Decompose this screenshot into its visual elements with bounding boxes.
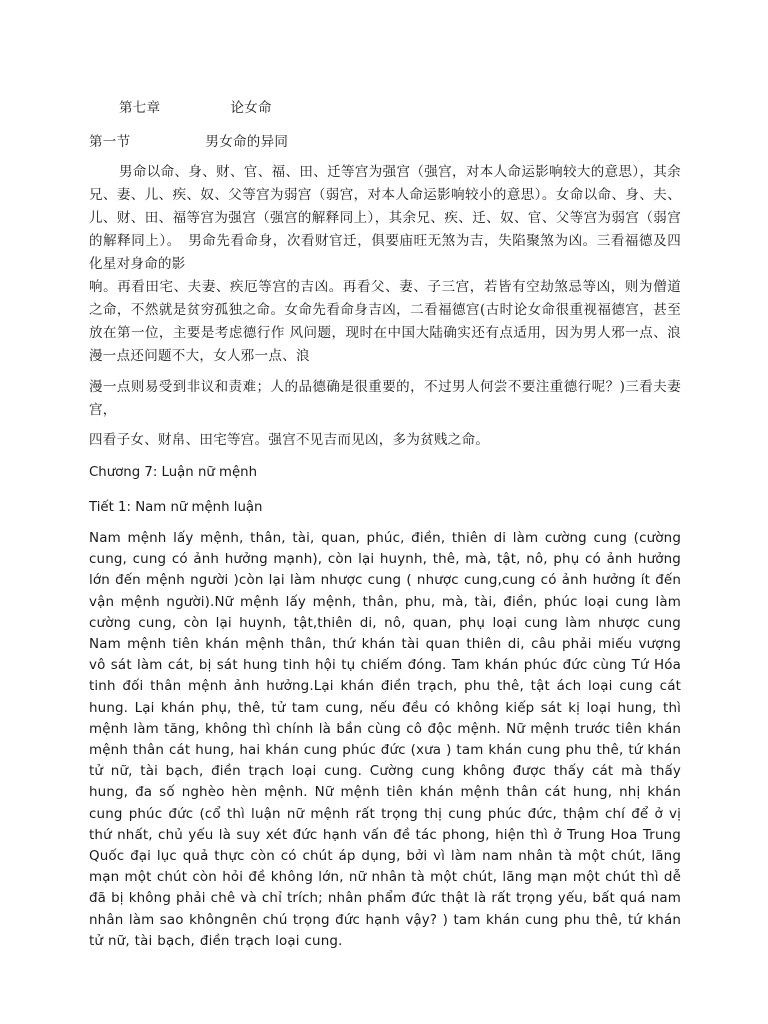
- paragraph-zh-4: 四看子女、财帛、田宅等宫。强宫不见吉而见凶，多为贫贱之命。: [89, 432, 490, 448]
- section-heading-zh: [89, 131, 288, 154]
- chapter-heading-zh: [119, 97, 272, 120]
- paragraph-vi-body: Nam mệnh lấy mệnh, thân, tài, quan, phúc, điền, thiên di làm cường cung (cường cung, cung có ảnh hưởng mạnh), còn lại huynh, thê, mà, tật, nô, phụ có ảnh hưởng lớn đến mệnh người )còn lại làm nhược cung ( nhược cung,cung có ảnh hưởng ít đến vận mệnh người).Nữ mệnh lấy mệnh, thân, phu, mà, tài, điền, phúc loại cung làm cường cung, còn lại huynh, tật,thiên di, nô, quan, phụ loại cung làm nhược cung Nam mệnh tiên khán mệnh thân, thứ khán tài quan thiên di, câu phải miếu vượng vô sát làm cát, bị sát hung tinh hội tụ chiếm đóng. Tam khán phúc đức cùng Tứ Hóa tinh đối thân mệnh ảnh hưởng.Lại khán điền trạch, phu thê, tật ách loại cung cát hung. Lại khán phụ, thê, tử tam cung, nếu đều có không kiếp sát kị loại hung, thì mệnh làm tăng, không thì chính là bần cùng cô độc mệnh. Nữ mệnh trước tiên khán mệnh thân cát hung, hai khán cung phúc đức (xưa ) tam khán cung phu thê, tứ khán tử nữ, tài bạch, điền trạch loại cung. Cường cung không được thấy cát mà thấy hung, đa số nghèo hèn mệnh. Nữ mệnh tiên khán mệnh thân cát hung, nhị khán cung phúc đức (cổ thì luận nữ mệnh rất trọng thị cung phúc đức, thậm chí để ở vị thứ nhất, chủ yếu là suy xét đức hạnh vấn đề tác phong, hiện thì ở Trung Hoa Trung Quốc đại lục quả thực còn có chút áp dụng, bởi vì làm nam nhân tà một chút, lãng mạn một chút còn hỏi đề không lớn, nữ nhân tà một chút, lãng mạn một chút thì dễ đã bị không phải chê và chỉ trích; nhân phẩm đức thật là rất trọng yếu, bất quá nam nhân làm sao khôngnên chú trọng đức hạnh vậy? ) tam khán cung phu thê, tứ khán tử nữ, tài bạch, điền trạch loại cung.: [89, 531, 681, 949]
- paragraph-zh-3: 漫一点则易受到非议和责难；人的品德确是很重要的，不过男人何尝不要注重德行呢？)三看夫妻宫，: [89, 379, 681, 418]
- section-title: 男女命的异同: [205, 134, 289, 150]
- chapter-title: 论女命: [230, 100, 272, 116]
- section-number: 第一节: [89, 134, 131, 150]
- paragraph-zh-1: 男命以命、身、财、官、福、田、迁等宫为强宫（强宫，对本人命运影响较大的意思），其余兄、妻、儿、疾、奴、父等宫为弱宫（弱宫，对本人命运影响较小的意思）。女命以命、身、夫、儿、财、田、福等宫为强宫（强宫的解释同上），其余兄、疾、迁、奴、官、父等宫为弱宫（弱宫的解释同上）。 男命先看命身，次看财官迁，俱要庙旺无煞为吉，失陷聚煞为凶。三看福德及四化星对身命的影: [89, 164, 681, 272]
- chapter-number: 第七章: [119, 100, 161, 116]
- paragraph-zh-2: 响。再看田宅、夫妻、疾厄等宫的吉凶。再看父、妻、子三宫，若皆有空劫煞忌等凶，则为僧道之命，不然就是贫穷孤独之命。女命先看命身吉凶，二看福德宫(古时论女命很重视福德宫，甚至放在第一位，主要是考虑德行作 风问题，现时在中国大陆确实还有点适用，因为男人邪一点、浪漫一点还问题不大，女人邪一点、浪: [89, 279, 681, 364]
- chapter-heading-vi: Chương 7: Luận nữ mệnh: [89, 465, 258, 480]
- section-heading-vi: Tiết 1: Nam nữ mệnh luận: [89, 500, 263, 515]
